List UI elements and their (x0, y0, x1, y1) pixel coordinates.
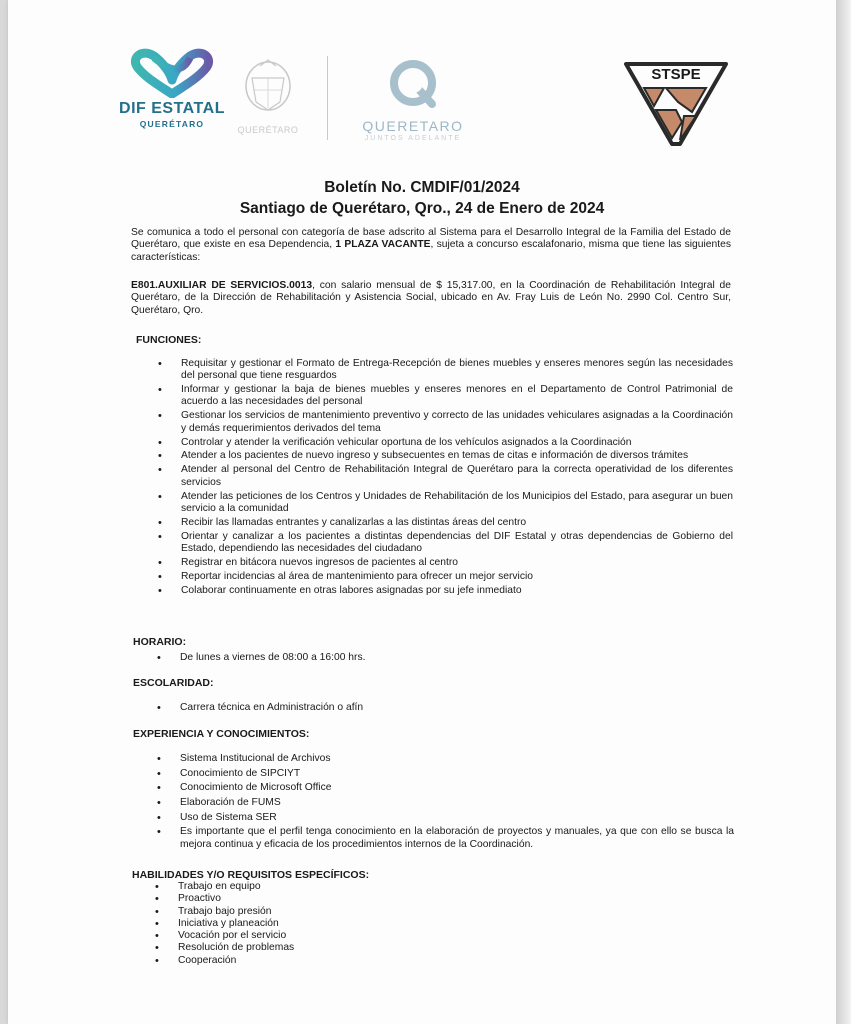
list-item: • Cooperación (152, 955, 552, 967)
list-item: • Uso de Sistema SER (154, 812, 734, 824)
stspe-logo (620, 58, 732, 150)
list-item: • Atender al personal del Centro de Rehabilitación Integral de Querétaro para la correcta operatividad de los diferentes servicios (155, 464, 733, 489)
list-item: • Requisitar y gestionar el Formato de Entrega-Recepción de bienes muebles y enseres menores según las necesidades del personal que tiene resguardos (155, 358, 733, 383)
list-item: • Trabajo bajo presión (152, 906, 552, 918)
dif-heart-icon (124, 46, 220, 98)
intro-paragraph (131, 227, 731, 264)
list-item: • De lunes a viernes de 08:00 a 16:00 hrs. (154, 652, 732, 664)
page-edge-shadow (836, 0, 851, 1024)
list-item: • Recibir las llamadas entrantes y canalizarlas a las distintas áreas del centro (155, 517, 733, 529)
habilidades-heading: HABILIDADES Y/O REQUISITOS ESPECÍFICOS: (132, 869, 370, 881)
horario-list (154, 652, 732, 664)
escolaridad-list (154, 702, 732, 714)
habilidades-list (152, 881, 552, 967)
list-item: • Proactivo (152, 893, 552, 905)
bulletin-date: Santiago de Querétaro, Qro., 24 de Enero de 2024 (239, 200, 605, 217)
list-item: • Orientar y canalizar a los pacientes a distintas dependencias del DIF Estatal y otras dependencias de Gobierno del Estado, dependiendo las necesidades del ciudadano (155, 531, 733, 556)
list-item: • Vocación por el servicio (152, 930, 552, 942)
stspe-emblem-icon (620, 58, 732, 150)
position-paragraph (131, 280, 731, 317)
position-code: E801.AUXILIAR DE SERVICIOS.0013 (131, 280, 313, 291)
bulletin-titles (8, 178, 836, 219)
bulletin-number: Boletín No. CMDIF/01/2024 (324, 179, 520, 196)
list-item: • Carrera técnica en Administración o afín (154, 702, 732, 714)
list-item: • Elaboración de FUMS (154, 797, 734, 809)
list-item: • Atender a los pacientes de nuevo ingreso y subsecuentes en temas de citas e información de diversos trámites (155, 450, 733, 462)
escolaridad-heading: ESCOLARIDAD: (133, 677, 214, 689)
position-details: , con salario mensual de $ 15,317.00, en la Coordinación de Rehabilitación Integral de Querétaro, de la Dirección de Rehabilitación y Asistencia Social, ubicado en Av. Fray Luis de León No. 2990 Col. Centro Sur, Querétaro, Qro. (131, 280, 731, 316)
logo-divider (327, 56, 328, 140)
queretaro-slogan: JUNTOS ADELANTE (364, 135, 462, 142)
list-item: • Colaborar continuamente en otras labores asignadas por su jefe inmediato (155, 585, 733, 597)
seal-label: QUERÉTARO (237, 125, 299, 135)
queretaro-logo (348, 58, 478, 142)
list-item: • Conocimiento de SIPCIYT (154, 768, 734, 780)
list-item: • Registrar en bitácora nuevos ingresos de pacientes al centro (155, 557, 733, 569)
list-item: • Controlar y atender la verificación vehicular oportuna de los vehículos asignados a la Coordinación (155, 437, 733, 449)
header-logos (8, 0, 836, 160)
dif-name: DIF ESTATAL (119, 100, 225, 117)
funciones-list (155, 358, 733, 598)
stspe-text: STSPE (651, 66, 701, 83)
funciones-heading: FUNCIONES: (136, 334, 202, 346)
list-item: • Gestionar los servicios de mantenimiento preventivo y correcto de las unidades vehiculares asignadas a la Coordinación y demás requerimientos derivados del tema (155, 410, 733, 435)
list-item: • Resolución de problemas (152, 942, 552, 954)
intro-text-2: , sujeta a concurso escalafonario, misma que tiene las siguientes características: (131, 239, 731, 263)
list-item: • Conocimiento de Microsoft Office (154, 782, 734, 794)
experiencia-heading: EXPERIENCIA Y CONOCIMIENTOS: (133, 728, 310, 740)
document-page (8, 0, 836, 1024)
experiencia-list (154, 753, 734, 853)
queretaro-seal (228, 58, 308, 135)
dif-subtitle: QUERÉTARO (139, 119, 205, 129)
list-item: • Informar y gestionar la baja de bienes muebles y enseres menores en el Departamento de Control Patrimonial de acuerdo a las necesidades del personal (155, 384, 733, 409)
horario-heading: HORARIO: (133, 636, 187, 648)
intro-text-1: Se comunica a todo el personal con categoría de base adscrito al Sistema para el Desarrollo Integral de la Familia del Estado de Querétaro, que existe en esa Dependencia, (131, 227, 731, 251)
queretaro-name: QUERETARO (362, 118, 464, 134)
queretaro-q-icon (386, 58, 440, 110)
coat-of-arms-icon (238, 58, 298, 116)
dif-estatal-logo (118, 46, 226, 129)
vacancy-count: 1 PLAZA VACANTE (335, 239, 431, 251)
list-item: • Iniciativa y planeación (152, 918, 552, 930)
list-item: • Trabajo en equipo (152, 881, 552, 893)
list-item: • Atender las peticiones de los Centros y Unidades de Rehabilitación de los Municipios del Estado, para asegurar un buen servicio a la comunidad (155, 491, 733, 516)
list-item: • Sistema Institucional de Archivos (154, 753, 734, 765)
list-item: • Reportar incidencias al área de mantenimiento para ofrecer un mejor servicio (155, 571, 733, 583)
list-item: • Es importante que el perfil tenga conocimiento en la elaboración de proyectos y manuales, ya que con ello se busca la mejora continua y eficacia de los procedimientos internos de la Coordinación. (154, 826, 734, 851)
